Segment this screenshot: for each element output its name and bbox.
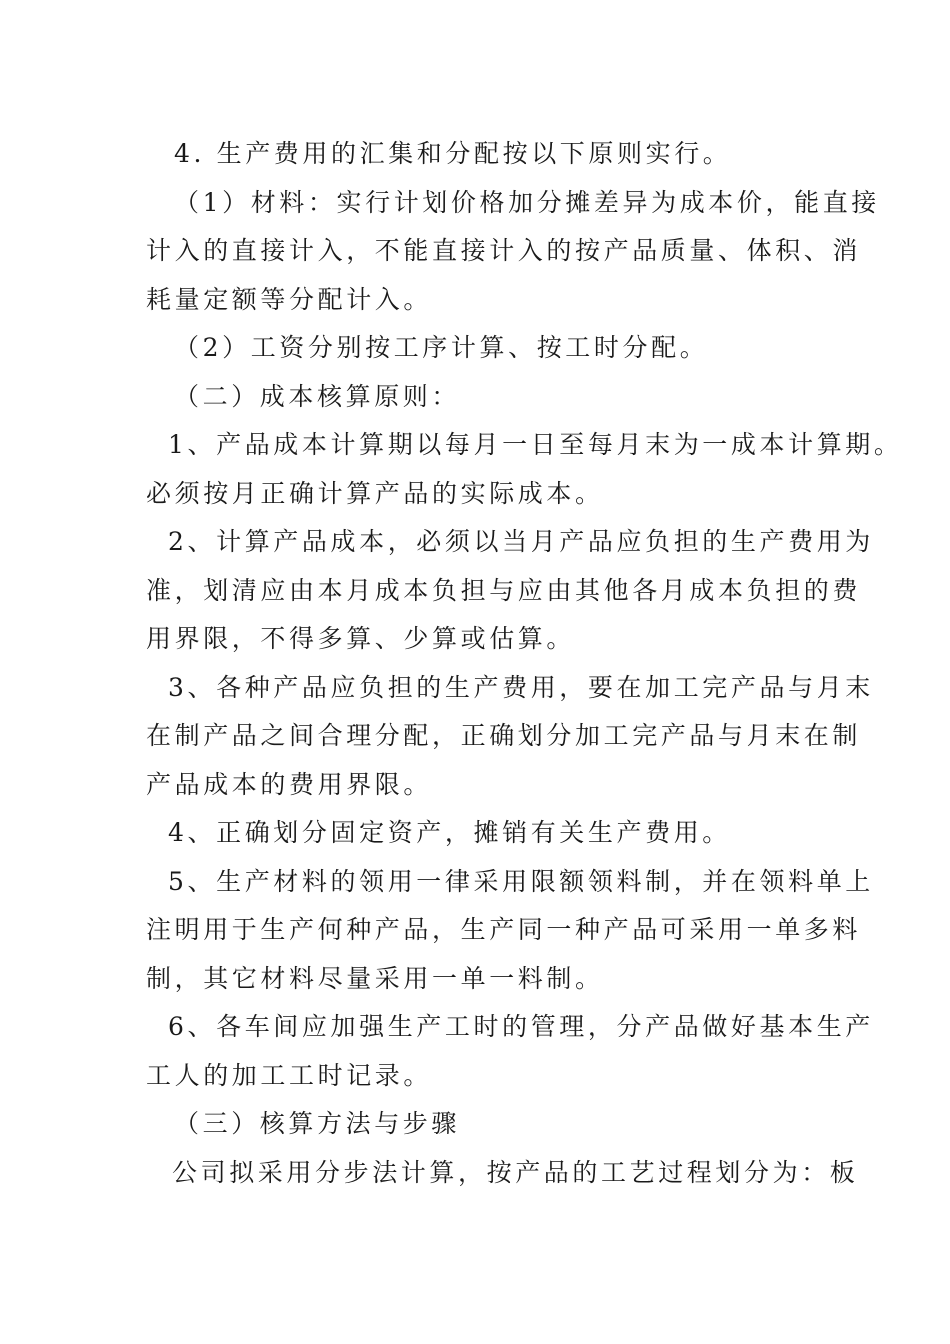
paragraph-line: 3、各种产品应负担的生产费用，要在加工完产品与月末 <box>168 672 874 702</box>
paragraph-line: 6、各车间应加强生产工时的管理，分产品做好基本生产 <box>168 1012 874 1041</box>
paragraph-line: 注明用于生产何种产品，生产同一种产品可采用一单多料 <box>146 915 862 944</box>
paragraph-line: 制，其它材料尽量采用一单一料制。 <box>146 963 604 993</box>
paragraph-line: 在制产品之间合理分配，正确划分加工完产品与月末在制 <box>146 721 862 750</box>
paragraph-line: （1）材料：实行计划价格加分摊差异为成本价，能直接 <box>174 187 880 217</box>
paragraph-line: （2）工资分别按工序计算、按工时分配。 <box>174 333 709 362</box>
section-heading: （二）成本核算原则： <box>174 381 461 411</box>
document-body <box>146 130 903 1197</box>
paragraph-line: 工人的加工工时记录。 <box>146 1060 433 1090</box>
paragraph-line: 5、生产材料的领用一律采用限额领料制，并在领料单上 <box>168 866 874 896</box>
paragraph-line: 准，划清应由本月成本负担与应由其他各月成本负担的费 <box>146 575 862 605</box>
paragraph-line: 计入的直接计入，不能直接计入的按产品质量、体积、消 <box>146 236 862 265</box>
paragraph-line: 1、产品成本计算期以每月一日至每月末为一成本计算期。 <box>168 430 903 459</box>
paragraph-line: 4. 生产费用的汇集和分配按以下原则实行。 <box>174 139 732 168</box>
paragraph-line: 2、计算产品成本，必须以当月产品应负担的生产费用为 <box>168 527 874 556</box>
paragraph-line: 用界限，不得多算、少算或估算。 <box>146 624 576 653</box>
paragraph-line: 必须按月正确计算产品的实际成本。 <box>146 478 604 508</box>
paragraph-line: 耗量定额等分配计入。 <box>146 284 433 314</box>
paragraph-line: 4、正确划分固定资产，摊销有关生产费用。 <box>168 818 731 847</box>
paragraph-line: 产品成本的费用界限。 <box>146 769 433 799</box>
paragraph-line: 公司拟采用分步法计算，按产品的工艺过程划分为：板 <box>172 1157 859 1187</box>
section-heading: （三）核算方法与步骤 <box>174 1109 461 1138</box>
